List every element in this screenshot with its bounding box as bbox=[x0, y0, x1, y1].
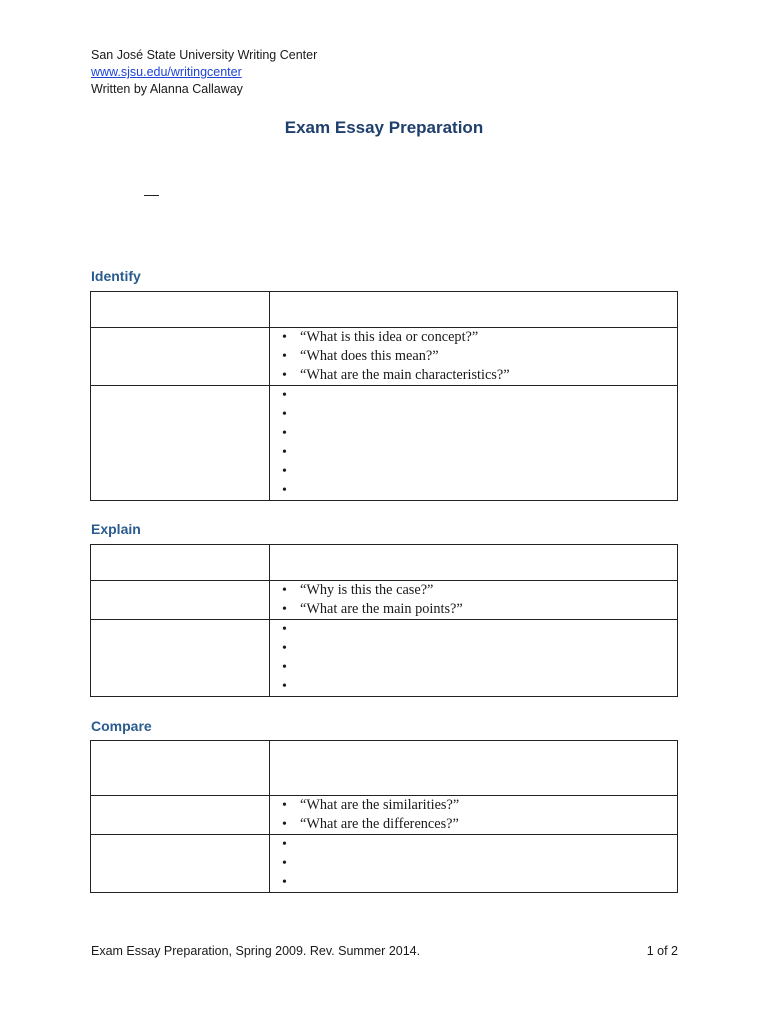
list-item bbox=[282, 677, 677, 696]
list-item: • “What are the similarities?” bbox=[282, 796, 677, 815]
bullet-list bbox=[270, 328, 677, 385]
list-item bbox=[282, 405, 677, 424]
list-item: • “What does this mean?” bbox=[282, 347, 677, 366]
list-item: • “What are the main characteristics?” bbox=[282, 366, 677, 385]
table-cell bbox=[270, 545, 678, 581]
table-cell bbox=[270, 741, 678, 796]
table-cell bbox=[91, 545, 270, 581]
table-cell bbox=[91, 741, 270, 796]
section-heading-explain: Explain bbox=[91, 521, 141, 537]
list-item bbox=[282, 620, 677, 639]
list-item bbox=[282, 854, 677, 873]
list-item bbox=[282, 835, 677, 854]
table-cell bbox=[270, 796, 678, 835]
bullet-list bbox=[270, 835, 677, 892]
bullet-list bbox=[270, 581, 677, 619]
list-item bbox=[282, 481, 677, 500]
bullet-list bbox=[270, 796, 677, 834]
table-cell bbox=[270, 835, 678, 893]
table-row bbox=[91, 292, 678, 328]
table-row bbox=[91, 796, 678, 835]
bullet-list bbox=[270, 620, 677, 696]
explain-table bbox=[90, 544, 678, 697]
table-cell bbox=[91, 581, 270, 620]
list-item: • “What are the main points?” bbox=[282, 600, 677, 619]
table-cell bbox=[91, 796, 270, 835]
list-item bbox=[282, 873, 677, 892]
author-line: Written by Alanna Callaway bbox=[91, 82, 243, 96]
table-cell bbox=[270, 386, 678, 501]
list-item bbox=[282, 443, 677, 462]
list-item bbox=[282, 424, 677, 443]
separator-dash bbox=[144, 195, 159, 196]
compare-table bbox=[90, 740, 678, 893]
table-cell bbox=[270, 620, 678, 697]
table-cell bbox=[270, 328, 678, 386]
bullet-list bbox=[270, 386, 677, 500]
list-item: • “Why is this the case?” bbox=[282, 581, 677, 600]
table-row bbox=[91, 386, 678, 501]
table-cell bbox=[91, 620, 270, 697]
table-row bbox=[91, 328, 678, 386]
table-cell bbox=[91, 292, 270, 328]
org-name: San José State University Writing Center bbox=[91, 48, 318, 62]
table-cell bbox=[270, 292, 678, 328]
table-row bbox=[91, 545, 678, 581]
table-cell bbox=[270, 581, 678, 620]
section-heading-compare: Compare bbox=[91, 718, 152, 734]
table-cell bbox=[91, 328, 270, 386]
page-title: Exam Essay Preparation bbox=[284, 118, 484, 137]
writing-center-link[interactable]: www.sjsu.edu/writingcenter bbox=[91, 65, 242, 79]
writing-center-link-wrap bbox=[91, 64, 242, 81]
page-number: 1 of 2 bbox=[646, 944, 678, 958]
table-row bbox=[91, 581, 678, 620]
table-row bbox=[91, 741, 678, 796]
list-item bbox=[282, 462, 677, 481]
table-row bbox=[91, 620, 678, 697]
list-item bbox=[282, 386, 677, 405]
identify-table bbox=[90, 291, 678, 501]
table-cell bbox=[91, 835, 270, 893]
list-item: • “What are the differences?” bbox=[282, 815, 677, 834]
section-heading-identify: Identify bbox=[91, 268, 141, 284]
footer-text: Exam Essay Preparation, Spring 2009. Rev. Summer 2014. bbox=[91, 944, 421, 958]
table-row bbox=[91, 835, 678, 893]
table-cell bbox=[91, 386, 270, 501]
list-item bbox=[282, 639, 677, 658]
list-item bbox=[282, 658, 677, 677]
list-item: • “What is this idea or concept?” bbox=[282, 328, 677, 347]
